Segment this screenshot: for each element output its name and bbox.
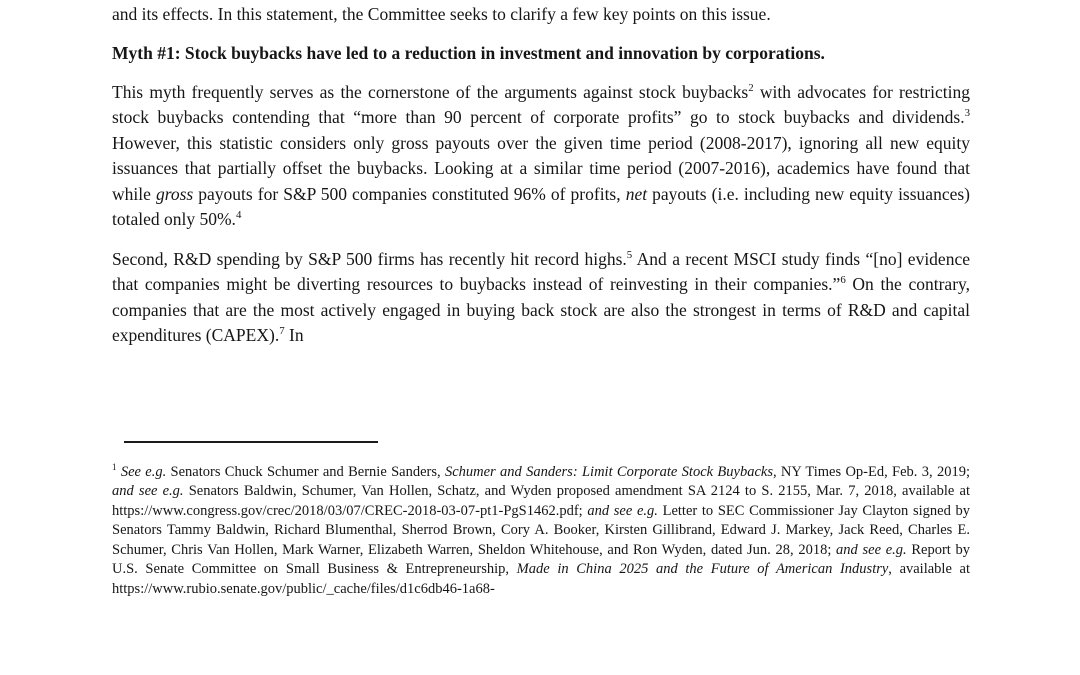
myth-1-paragraph-1-segment: with advocates for restricting stock buybacks contending that “more than 90 percent of corporate profits” go to stock buybacks and dividends. [112,81,970,127]
myth-1-paragraph-1-segment: However, this statistic considers only gross payouts over the given time period (2008-2017), ignoring all new equity issuances that partially offset the buybacks. Looking at a similar time period (2007-2016), academics have found that while [112,132,970,204]
footnote-1-segment: Made in China 2025 and the Future of American Industry [516,561,889,578]
intro-paragraph [112,2,970,28]
footnote-separator [124,441,378,443]
myth-1-paragraph-2 [112,247,970,349]
myth-1-paragraph-1-segment: This myth frequently serves as the cornerstone of the arguments against stock buybacks [112,81,749,102]
myth-1-paragraph-2-segment: In [284,325,304,345]
footnote-1-segment: and see e.g. [112,483,184,500]
footnote-1-segment: Senators Baldwin, Schumer, Van Hollen, Schatz, and Wyden proposed amendment SA 2124 to S. 2155, Mar. 7, 2018, available at https://www.congress.gov/crec/2018/03/07/CREC-2018-03-07-pt1-PgS1462.pdf; [112,483,970,519]
myth-1-heading [112,40,970,66]
myth-1-paragraph-2-segment: Second, R&D spending by S&P 500 firms has recently hit record highs. [112,248,627,269]
intro-paragraph-segment: and its effects. In this statement, the Committee seeks to clarify a few key points on this issue. [112,4,771,24]
myth-1-paragraph-2-segment: On the contrary, companies that are the most actively engaged in buying back stock are also the strongest in terms of R&D and capital expenditures (CAPEX). [112,274,971,345]
myth-1-paragraph-1-segment: 4 [235,209,242,222]
footnote-1-segment: , available at https://www.rubio.senate.gov/public/_cache/files/d1c6db46-1a68- [112,561,970,598]
myth-1-heading-segment: Myth #1: Stock buybacks have led to a reduction in investment and innovation by corporations. [112,42,825,63]
myth-1-paragraph-2-segment: 7 [279,325,285,338]
myth-1-paragraph-2-segment: 5 [626,248,633,261]
footnote-1-segment: Senators Chuck Schumer and Bernie Sanders, [166,463,445,480]
myth-1-paragraph-1-segment: payouts (i.e. including new equity issuances) totaled only 50%. [112,183,970,229]
myth-1-paragraph-1-segment: gross [155,183,194,204]
footnote-1-segment: Letter to SEC Commissioner Jay Clayton signed by Senators Tammy Baldwin, Richard Blumenthal, Sherrod Brown, Cory A. Booker, Kirsten Gillibrand, Edward J. Markey, Jack Reed, Charles E. Schumer, Chris Van Hollen, Mark Warner, Elizabeth Warren, Sheldon Whitehouse, and Ron Wyden, dated Jun. 28, 2018; [112,502,971,558]
footnote-1-segment: 1 [112,461,117,472]
myth-1-paragraph-1-segment: payouts for S&P 500 companies constituted 96% of profits, [193,183,626,204]
myth-1-paragraph-1 [112,80,970,233]
footnote-1-segment: Report by U.S. Senate Committee on Small Business & Entrepreneurship, [112,541,970,578]
footnote-1-segment: Schumer and Sanders: Limit Corporate Stock Buybacks [444,463,773,480]
footnote-1-segment: See e.g. [120,463,167,480]
footnote-1-segment: and see e.g. [836,541,907,558]
footnote-1 [112,463,970,600]
myth-1-paragraph-2-segment: And a recent MSCI study finds “[no] evidence that companies might be diverting resources to buybacks instead of reinvesting in their companies.” [112,248,970,294]
footnote-1-segment: and see e.g. [587,502,658,519]
myth-1-paragraph-2-segment: 6 [840,274,846,287]
myth-1-paragraph-1-segment: 2 [748,81,754,94]
myth-1-paragraph-1-segment: net [625,183,648,204]
myth-1-paragraph-1-segment: 3 [964,107,970,120]
footnote-1-segment: , NY Times Op-Ed, Feb. 3, 2019; [772,463,970,480]
